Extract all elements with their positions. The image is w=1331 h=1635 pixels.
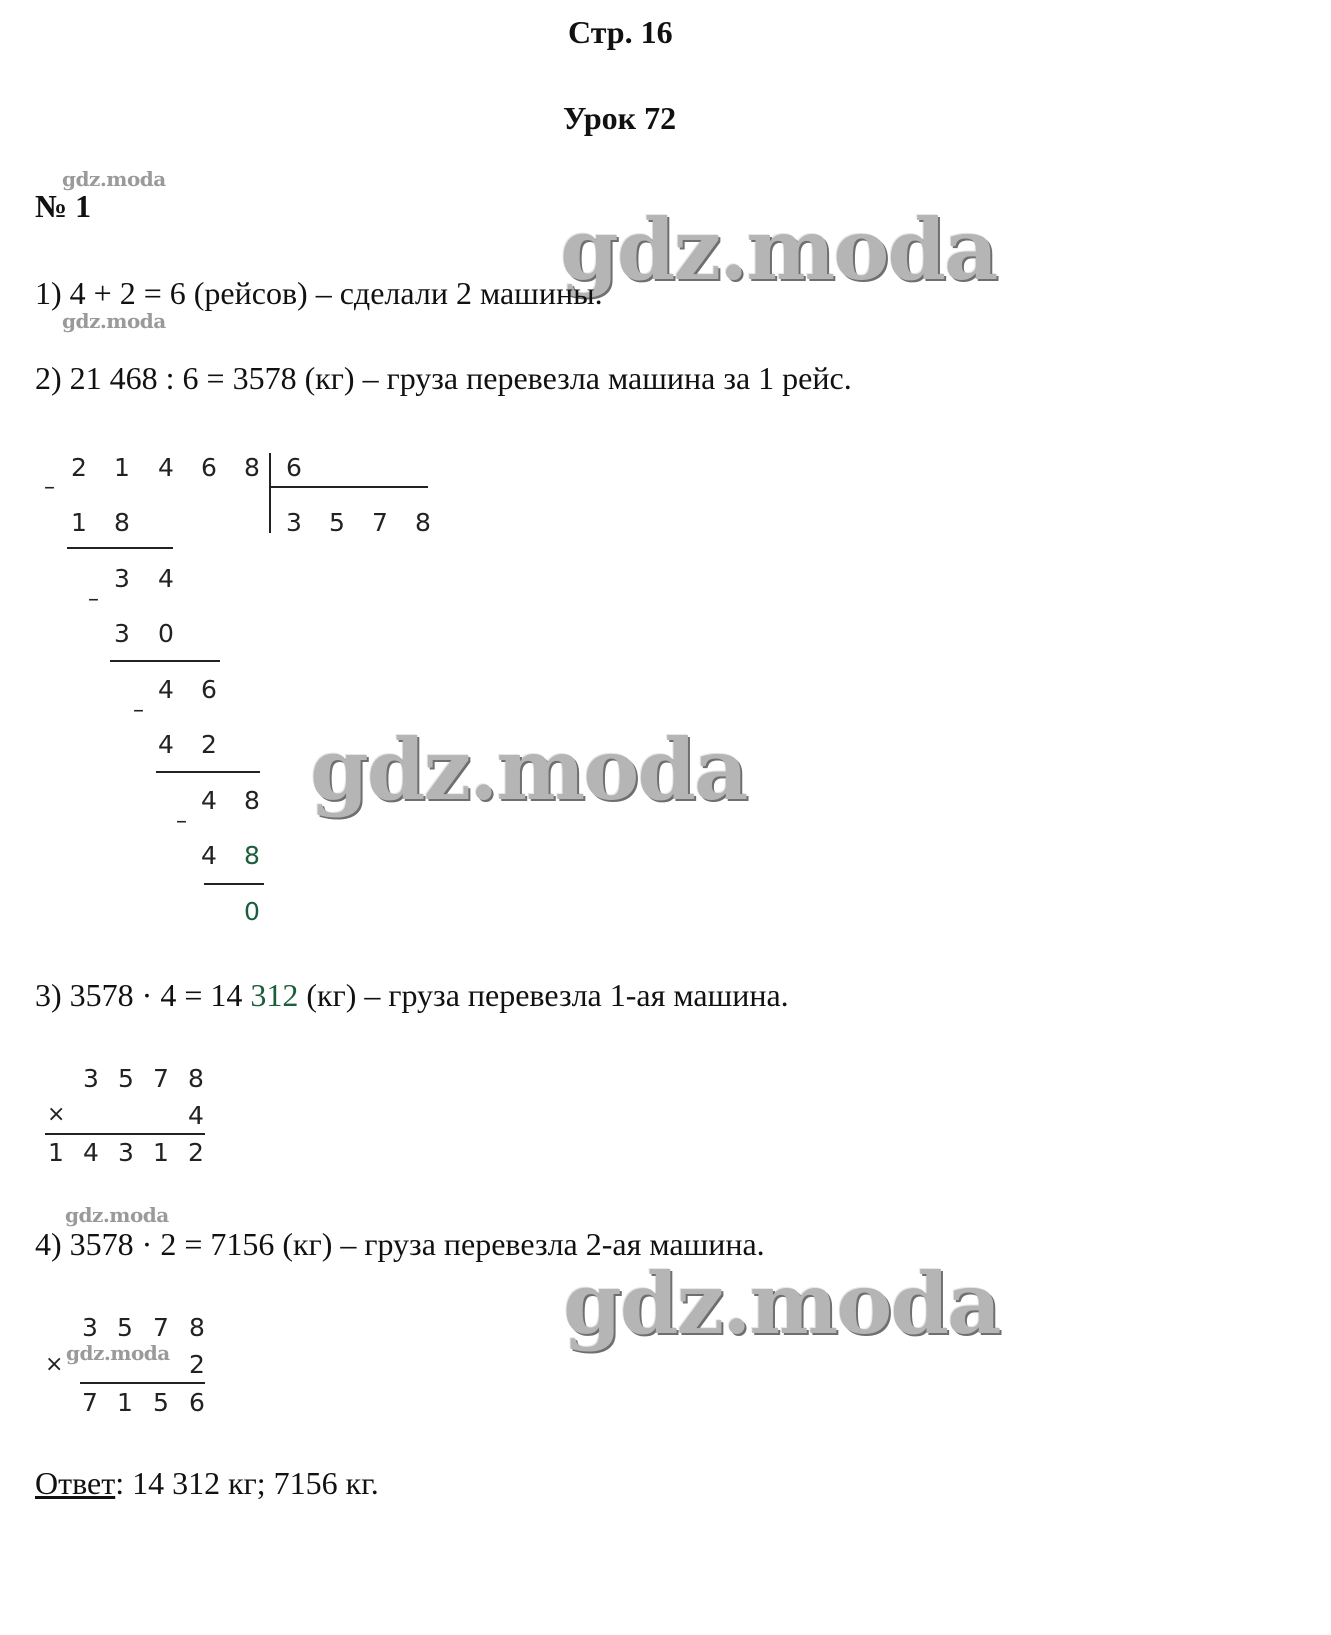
mult-result-digit: 1 (48, 1138, 64, 1167)
mult-digit: 5 (117, 1313, 133, 1342)
mult-digit: 8 (188, 1064, 204, 1093)
mult-result-digit: 5 (153, 1388, 169, 1417)
division-digit: 4 (158, 564, 174, 593)
division-bracket-horizontal (270, 486, 428, 488)
division-digit: 8 (114, 508, 130, 537)
mult-digit: 7 (153, 1313, 169, 1342)
watermark-large: gdz.moda (560, 200, 997, 299)
division-digit: 4 (158, 675, 174, 704)
watermark-small: gdz.moda (62, 167, 166, 191)
subtraction-line (110, 660, 220, 662)
division-digit: 1 (71, 508, 87, 537)
division-remainder: 0 (244, 897, 260, 926)
mult-digit: 5 (118, 1064, 134, 1093)
division-digit: 8 (244, 786, 260, 815)
mult-result-digit: 1 (153, 1138, 169, 1167)
quotient-digit: 7 (372, 508, 388, 537)
minus-sign: – (44, 475, 55, 500)
subtraction-line (67, 547, 173, 549)
solution-step-2: 2) 21 468 : 6 = 3578 (кг) – груза перевезла машина за 1 рейс. (35, 360, 852, 396)
multiplication-line (45, 1133, 205, 1135)
mult-digit: 8 (189, 1313, 205, 1342)
mult-digit: 3 (82, 1313, 98, 1342)
answer-line (35, 1465, 379, 1502)
answer-colon: : (115, 1465, 125, 1501)
step-3-prefix: 3) 3578 · 4 = 14 (35, 977, 251, 1013)
step-3-suffix: (кг) – груза перевезла 1-ая машина. (298, 977, 789, 1013)
multiply-sign: × (45, 1352, 64, 1377)
division-digit: 8 (244, 841, 260, 870)
subtraction-line (204, 883, 264, 885)
minus-sign: – (133, 698, 144, 723)
mult-result-digit: 1 (117, 1388, 133, 1417)
problem-number: № 1 (35, 188, 92, 224)
multiply-sign: × (47, 1102, 66, 1127)
quotient-digit: 5 (329, 508, 345, 537)
answer-text: 14 312 кг; 7156 кг. (124, 1465, 379, 1501)
division-digit: 2 (201, 730, 217, 759)
solution-step-4: 4) 3578 · 2 = 7156 (кг) – груза перевезла 2-ая машина. (35, 1226, 765, 1262)
solution-step-3 (35, 977, 789, 1014)
division-digit: 1 (114, 453, 130, 482)
mult-digit: 3 (83, 1064, 99, 1093)
minus-sign: – (176, 809, 187, 834)
mult-result-digit: 4 (83, 1138, 99, 1167)
division-digit: 6 (201, 453, 217, 482)
division-digit: 4 (158, 730, 174, 759)
division-digit: 2 (71, 453, 87, 482)
division-digit: 4 (158, 453, 174, 482)
divisor: 6 (286, 453, 302, 482)
mult-result-digit: 6 (189, 1388, 205, 1417)
watermark-large: gdz.moda (310, 720, 747, 819)
quotient-digit: 3 (286, 508, 302, 537)
quotient-digit: 8 (415, 508, 431, 537)
mult-factor: 2 (189, 1350, 205, 1379)
division-digit: 4 (201, 786, 217, 815)
mult-factor: 4 (188, 1101, 204, 1130)
division-digit: 3 (114, 564, 130, 593)
division-digit: 3 (114, 619, 130, 648)
mult-digit: 7 (153, 1064, 169, 1093)
subtraction-line (156, 771, 260, 773)
mult-result-digit: 2 (188, 1138, 204, 1167)
division-digit: 4 (201, 841, 217, 870)
division-digit: 6 (201, 675, 217, 704)
minus-sign: – (88, 587, 99, 612)
watermark-large: gdz.moda (563, 1254, 1000, 1353)
mult-result-digit: 7 (82, 1388, 98, 1417)
watermark-small: gdz.moda (65, 1203, 169, 1227)
division-digit: 8 (244, 453, 260, 482)
division-bracket-vertical (269, 453, 271, 533)
watermark-small: gdz.moda (62, 309, 166, 333)
page-number: Стр. 16 (568, 14, 673, 50)
answer-label: Ответ (35, 1465, 116, 1501)
watermark-small: gdz.moda (66, 1341, 170, 1365)
lesson-title: Урок 72 (563, 100, 677, 136)
step-3-highlight: 312 (250, 977, 299, 1013)
division-digit: 0 (158, 619, 174, 648)
solution-step-1: 1) 4 + 2 = 6 (рейсов) – сделали 2 машины. (35, 275, 603, 311)
multiplication-line (80, 1382, 205, 1384)
mult-result-digit: 3 (118, 1138, 134, 1167)
